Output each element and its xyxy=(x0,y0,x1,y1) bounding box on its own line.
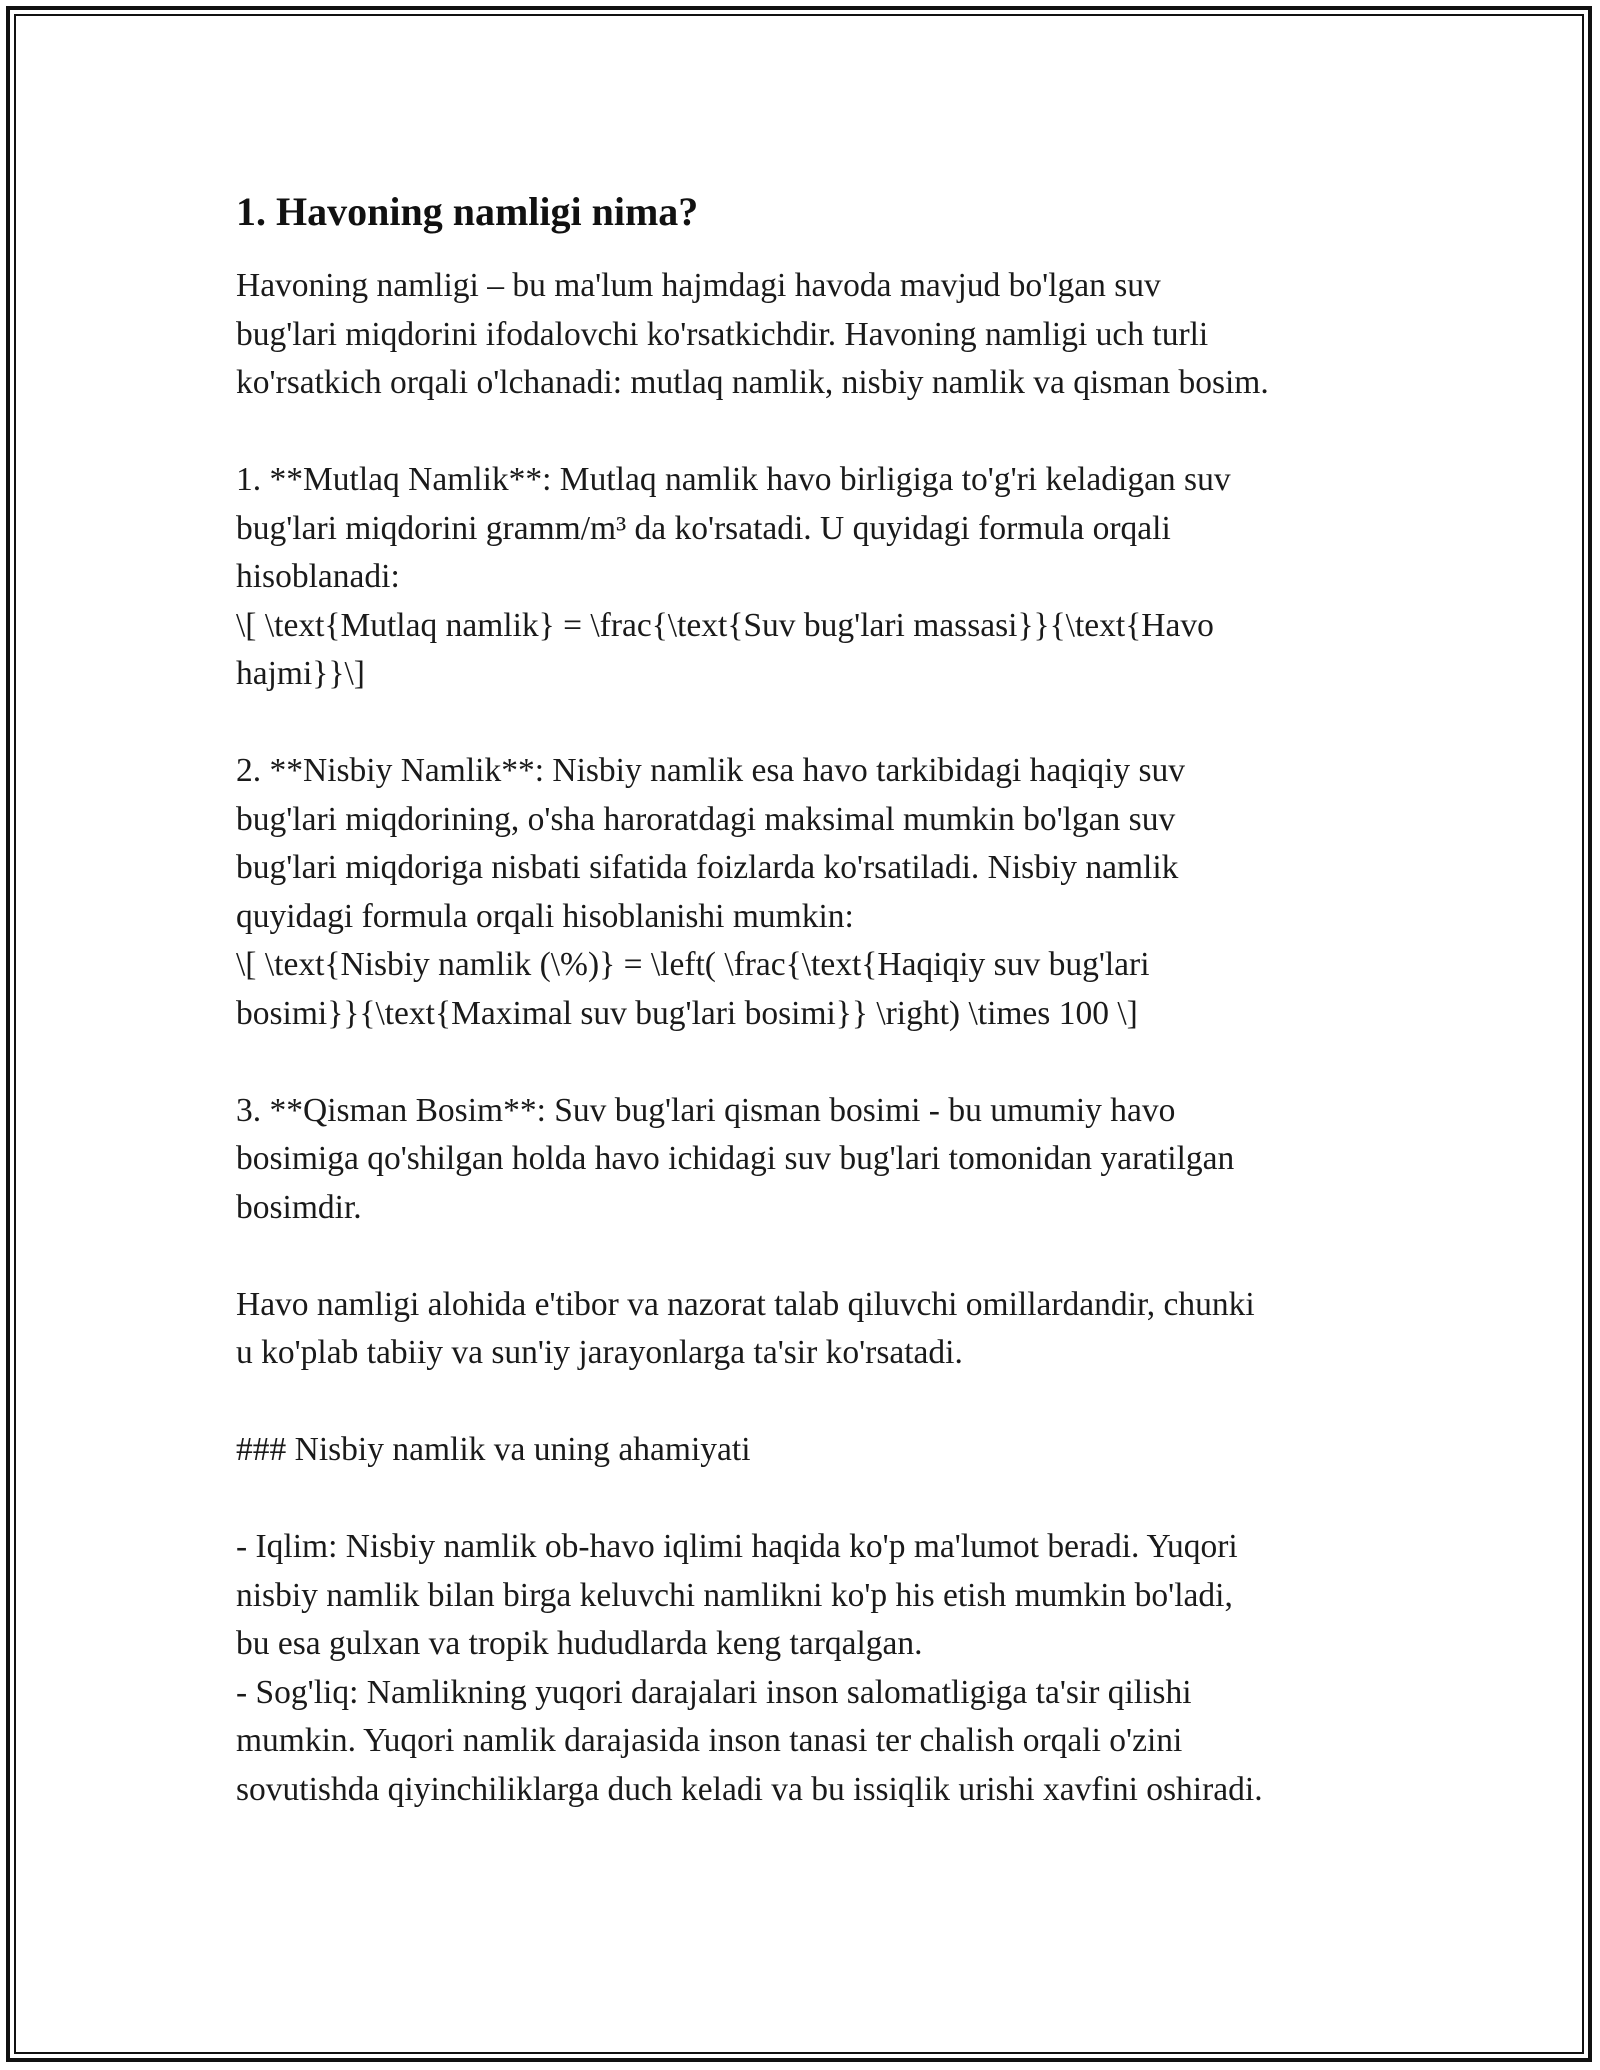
nisbiy-namlik-paragraph xyxy=(236,747,1386,1038)
formula-line: \[ \text{Mutlaq namlik} = \frac{\text{Suv bug'lari massasi}}{\text{Havo xyxy=(236,606,1214,644)
text-line: Havoning namligi – bu ma'lum hajmdagi havoda mavjud bo'lgan suv xyxy=(236,267,1161,304)
conclusion-paragraph xyxy=(236,1281,1386,1378)
list-item-iqlim xyxy=(236,1523,1386,1669)
text-line: 2. **Nisbiy Namlik**: Nisbiy namlik esa havo tarkibidagi haqiqiy suv xyxy=(236,752,1186,789)
text-line: hisoblanadi: xyxy=(236,558,400,595)
text-line: - Sog'liq: Namlikning yuqori darajalari inson salomatligiga ta'sir qilishi xyxy=(236,1673,1192,1711)
text-line: 3. **Qisman Bosim**: Suv bug'lari qisman bosimi - bu umumiy havo xyxy=(236,1091,1176,1129)
section-subheading xyxy=(236,1426,1386,1475)
text-line: ko'rsatkich orqali o'lchanadi: mutlaq namlik, nisbiy namlik va qisman bosim. xyxy=(236,364,1269,401)
text-line: - Iqlim: Nisbiy namlik ob-havo iqlimi haqida ko'p ma'lumot beradi. Yuqori xyxy=(236,1528,1238,1565)
intro-paragraph xyxy=(236,262,1386,408)
text-line: quyidagi formula orqali hisoblanishi mumkin: xyxy=(236,897,854,935)
text-line: sovutishda qiyinchiliklarga duch keladi va bu issiqlik urishi xavfini oshiradi. xyxy=(236,1770,1263,1808)
formula-line: bosimi}}{\text{Maximal suv bug'lari bosimi}} \right) \times 100 \] xyxy=(236,994,1138,1032)
subheading-text: ### Nisbiy namlik va uning ahamiyati xyxy=(236,1431,751,1468)
text-line: bug'lari miqdoriga nisbati sifatida foizlarda ko'rsatiladi. Nisbiy namlik xyxy=(236,849,1179,886)
text-line: bosimiga qo'shilgan holda havo ichidagi suv bug'lari tomonidan yaratilgan xyxy=(236,1140,1235,1177)
text-line: bug'lari miqdorini ifodalovchi ko'rsatkichdir. Havoning namligi uch turli xyxy=(236,315,1209,353)
formula-line: hajmi}}\] xyxy=(236,655,365,692)
text-line: bug'lari miqdorining, o'sha haroratdagi maksimal mumkin bo'lgan suv xyxy=(236,800,1176,838)
list-item-sogliq xyxy=(236,1669,1386,1815)
text-line: u ko'plab tabiiy va sun'iy jarayonlarga ta'sir ko'rsatadi. xyxy=(236,1334,963,1371)
text-line: 1. **Mutlaq Namlik**: Mutlaq namlik havo birligiga to'g'ri keladigan suv xyxy=(236,461,1231,498)
text-line: mumkin. Yuqori namlik darajasida inson tanasi ter chalish orqali o'zini xyxy=(236,1722,1183,1759)
text-line: bosimdir. xyxy=(236,1188,362,1226)
text-line: bu esa gulxan va tropik hududlarda keng tarqalgan. xyxy=(236,1625,923,1662)
qisman-bosim-paragraph xyxy=(236,1087,1386,1233)
document-body xyxy=(236,186,1386,1814)
text-line: bug'lari miqdorini gramm/m³ da ko'rsatadi. U quyidagi formula orqali xyxy=(236,509,1171,547)
page-title: 1. Havoning namligi nima? xyxy=(236,189,699,234)
formula-line: \[ \text{Nisbiy namlik (\%)} = \left( \frac{\text{Haqiqiy suv bug'lari xyxy=(236,946,1150,983)
mutlaq-namlik-paragraph xyxy=(236,456,1386,699)
text-line: Havo namligi alohida e'tibor va nazorat talab qiluvchi omillardandir, chunki xyxy=(236,1285,1255,1323)
bullet-list xyxy=(236,1523,1386,1814)
text-line: nisbiy namlik bilan birga keluvchi namlikni ko'p his etish mumkin bo'ladi, xyxy=(236,1576,1233,1614)
